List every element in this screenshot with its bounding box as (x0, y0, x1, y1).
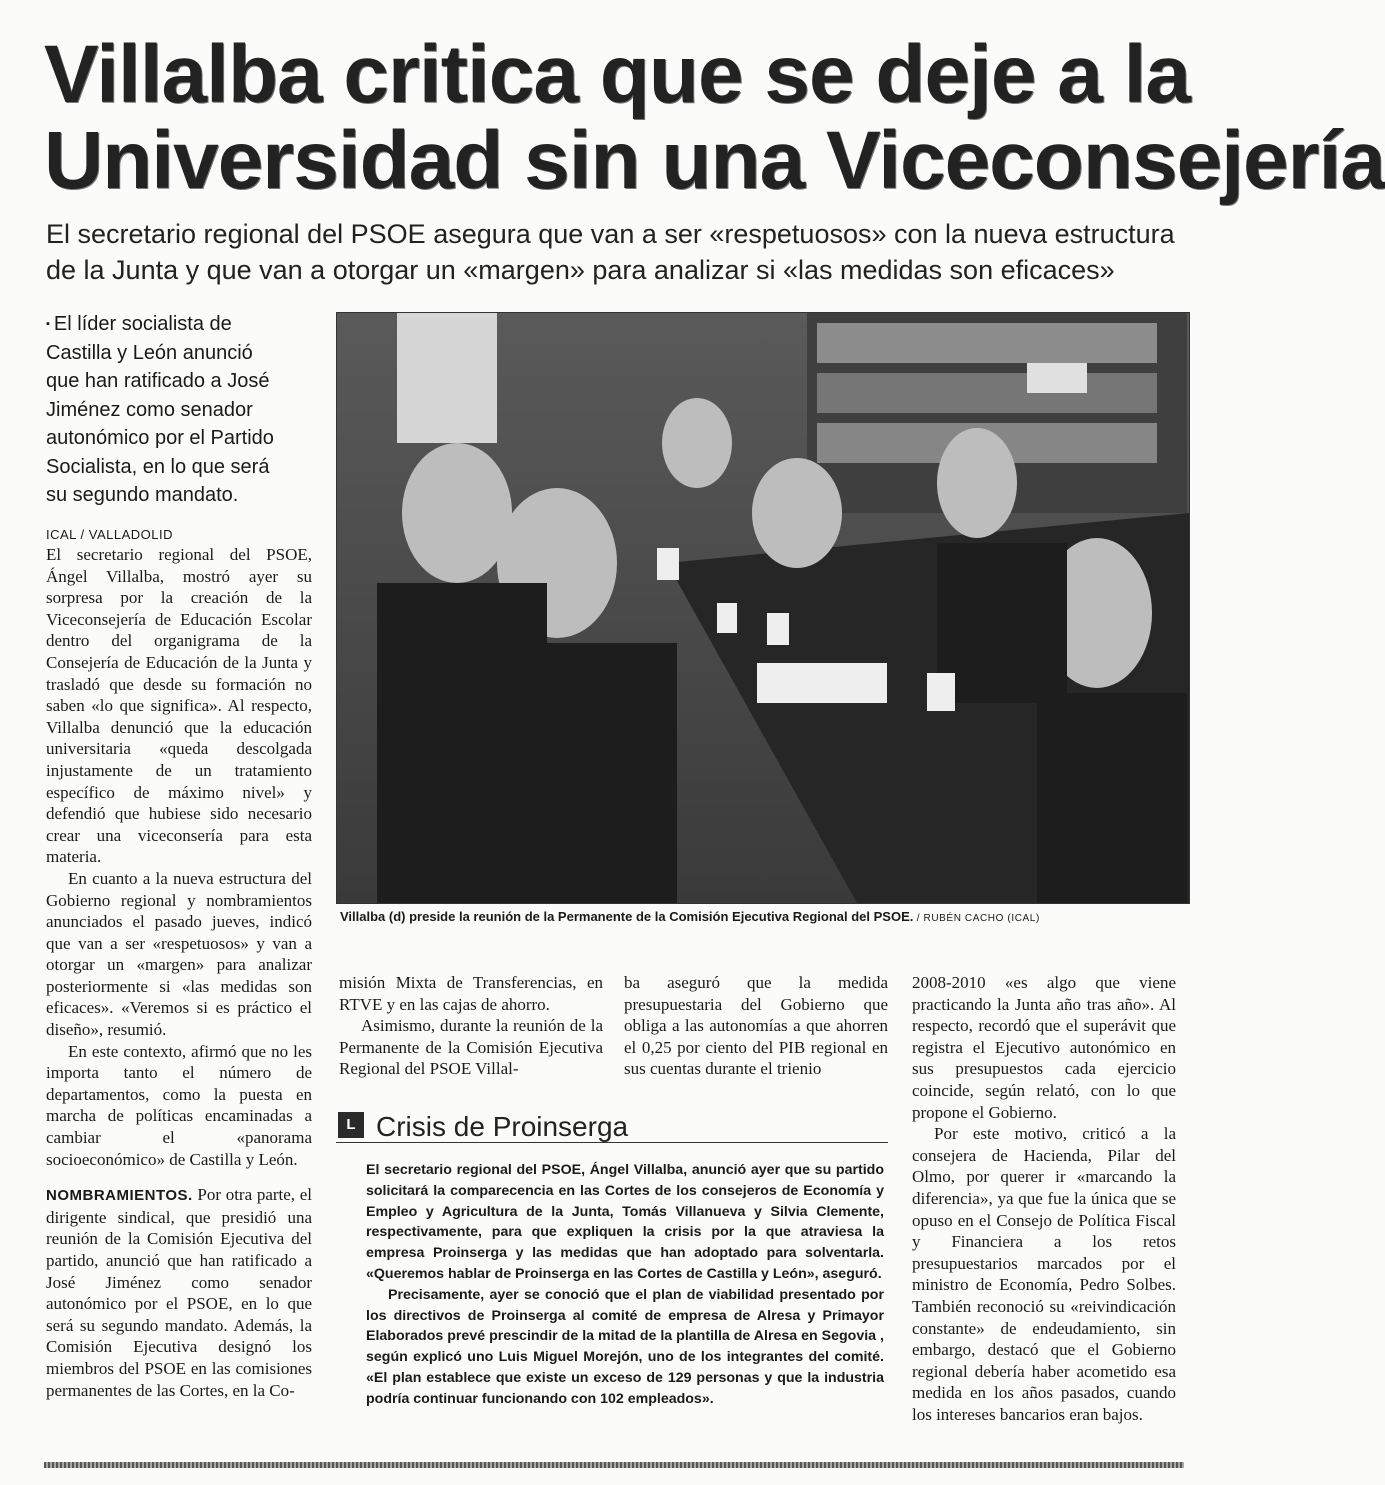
section-kicker: NOMBRAMIENTOS. (46, 1187, 193, 1205)
photo-caption (340, 909, 1190, 924)
headline-line-2: Universidad sin una Viceconsejería (44, 115, 1385, 206)
lead-summary (46, 310, 286, 510)
meeting-photo (336, 312, 1190, 904)
subheadline: El secretario regional del PSOE asegura que van a ser «respetuosos» con la nueva estructura de la Junta y que van a otorgar un «margen» para analizar si «las medidas son eficaces» (46, 219, 1175, 285)
photo-credit: / RUBÉN CACHO (ICAL) (913, 913, 1040, 924)
body-paragraph: Asimismo, durante la reunión de la Permanente de la Comisión Ejecutiva Regional del PSOE Villal- (339, 1016, 603, 1079)
bullet-icon: ▪ (46, 318, 50, 331)
body-paragraph: ba aseguró que la medida presupuestaria del Gobierno que obliga a las autonomías a que ahorren el 0,25 por ciento del PIB regional en sus cuentas durante el trienio (624, 973, 888, 1079)
body-paragraph: Por este motivo, criticó a la consejera de Hacienda, Pilar del Olmo, por querer ir «marcando la diferencia», ya que fue la única que se opuso en el Consejo de Política Fiscal y Financiera a los retos presupuestarios marcados por el ministro de Economía, Pedro Solbes. También reconoció su «reivindicación constante» de endeudamiento, sin embargo, destacó que el Gobierno regional debería haber acometido esa medida en los años pasados, cuando los intereses bancarios eran bajos. (912, 1124, 1176, 1424)
section-logo-icon: L (338, 1112, 364, 1138)
byline-agency: ICAL (46, 527, 77, 542)
article-column-3 (624, 972, 888, 1080)
photo-image (337, 313, 1189, 903)
byline: ICAL / VALLADOLID (46, 527, 174, 542)
article-column-4 (912, 972, 1176, 1425)
body-paragraph: 2008-2010 «es algo que viene practicando la Junta año tras año». Al respecto, recordó que el superávit que registra el Ejecutivo autonómico en sus presupuestos cada ejercicio coincide, según relató, con lo que propone el Gobierno. (912, 973, 1176, 1122)
body-paragraph: El secretario regional del PSOE, Ángel Villalba, mostró ayer su sorpresa por la creación de la Viceconsejería de Educación Escolar dentro del organigrama de la Consejería de Educación de la Junta y trasladó que desde su formación no saben «lo que significa». Al respecto, Villalba denunció que la educación universitaria «queda descolgada injustamente de un tratamiento específico de máximo nivel» y defendió que hubiese sido necesario crear una viceconsería para esta materia. (46, 545, 312, 867)
caption-text: Villalba (d) preside la reunión de la Permanente de la Comisión Ejecutiva Regional del PSOE. (340, 909, 914, 924)
bottom-rule (44, 1462, 1184, 1468)
body-paragraph: En cuanto a la nueva estructura del Gobierno regional y nombramientos anunciados el pasado jueves, indicó que van a ser «respetuosos» y van a otorgar un «margen» para analizar posteriormente si «las medidas son eficaces». «Veremos si es práctico el diseño», resumió. (46, 868, 312, 1040)
box-body (366, 1160, 884, 1410)
body-paragraph: NOMBRAMIENTOS. Por otra parte, el dirigente sindical, que presidió una reunión de la Comisión Ejecutiva del partido, anunció que han ratificado a José Jiménez como senador autonómico por el PSOE, en lo que será su segundo mandato. Además, la Comisión Ejecutiva designó los miembros del PSOE en las comisiones permanentes de las Cortes, en la Co- (46, 1185, 312, 1400)
byline-place: VALLADOLID (88, 527, 174, 542)
article-column-1 (46, 526, 312, 1401)
box-paragraph: Precisamente, ayer se conoció que el plan de viabilidad presentado por los directivos de Proinserga al comité de empresa de Alresa y Primayor Elaborados prevé prescindir de la mitad de la plantilla de Alresa en Segovia , según explicó uno Luis Miguel Morejón, uno de los integrantes del comité. «El plan establece que existe un exceso de 129 personas y que la industria podría continuar funcionando con 102 empleados». (366, 1286, 884, 1407)
headline (44, 29, 1385, 206)
box-header (336, 1108, 888, 1143)
article-column-2 (339, 972, 603, 1080)
box-paragraph: El secretario regional del PSOE, Ángel Villalba, anunció ayer que su partido solicitará la comparecencia en las Cortes de los consejeros de Economía y Empleo y Agricultura de la Junta, Tomás Villanueva y Silvia Clemente, respectivamente, para que expliquen la crisis por la que atraviesa la empresa Proinserga y las medidas que han adoptado para solventarla. «Queremos hablar de Proinserga en las Cortes de Castilla y León», aseguró. (366, 1162, 884, 1282)
body-paragraph: misión Mixta de Transferencias, en RTVE y en las cajas de ahorro. (339, 973, 603, 1014)
lead-text: El líder socialista de Castilla y León anunció que han ratificado a José Jiménez como senador autonómico por el Partido Socialista, en lo que será su segundo mandato. (46, 313, 274, 507)
sidebar-box (336, 1108, 888, 1438)
headline-line-1: Villalba critica que se deje a la (44, 29, 1190, 120)
box-title: Crisis de Proinserga (376, 1111, 629, 1142)
body-paragraph: En este contexto, afirmó que no les importa tanto el número de departamentos, como la puesta en marcha de políticas encaminadas a cambiar el «panorama socioeconómico» de Castilla y León. (46, 1041, 312, 1169)
